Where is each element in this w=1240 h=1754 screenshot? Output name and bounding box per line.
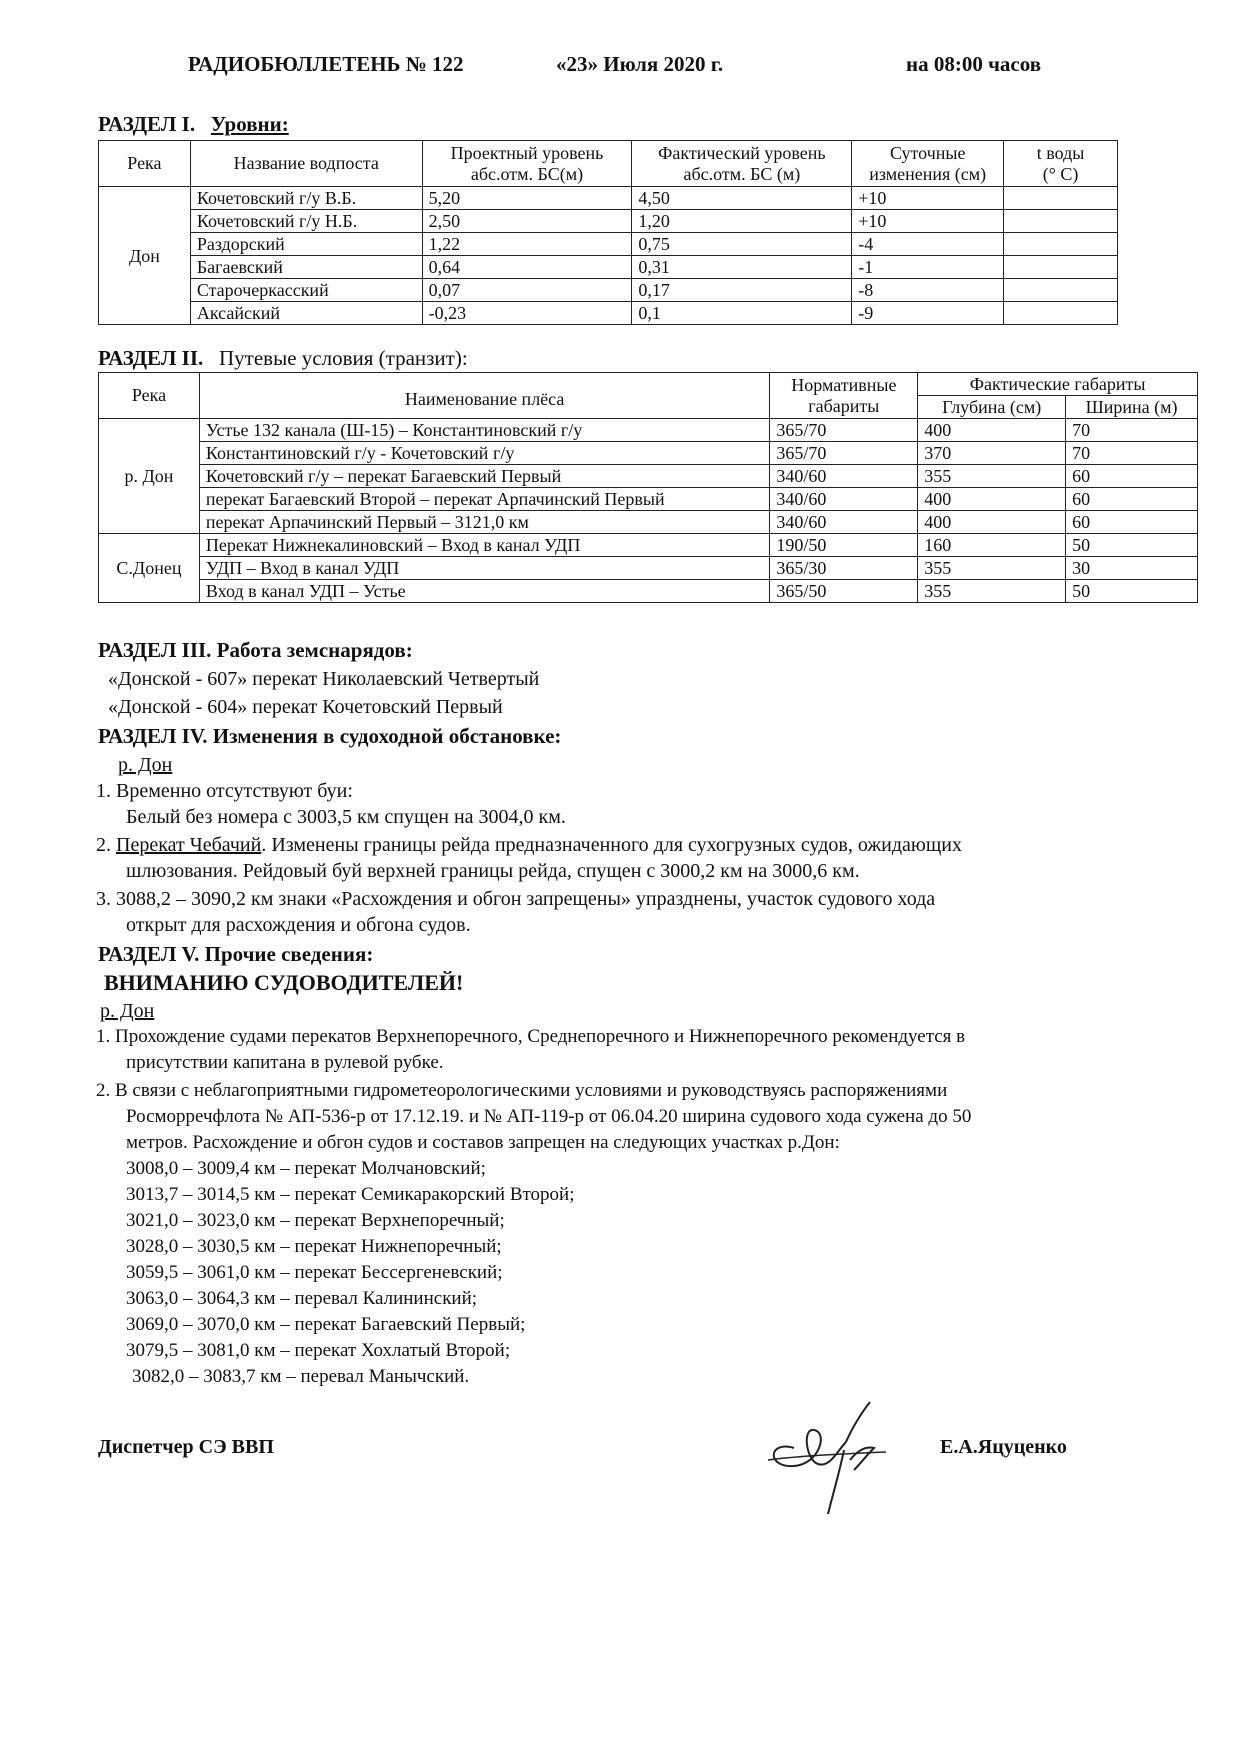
table-row [99, 557, 1198, 580]
post-cell: Кочетовский г/у Н.Б. [190, 210, 422, 233]
table-row [99, 187, 1118, 210]
daily-cell: +10 [852, 187, 1004, 210]
depth-cell: 400 [918, 419, 1066, 442]
list-item: 3013,7 – 3014,5 км – перекат Семикаракорский Второй; [126, 1184, 575, 1205]
temp-cell [1004, 210, 1118, 233]
list-item: 3082,0 – 3083,7 км – перевал Манычский. [132, 1366, 470, 1387]
temp-cell [1004, 233, 1118, 256]
post-cell: Аксайский [190, 302, 422, 325]
list-item: 3069,0 – 3070,0 км – перекат Багаевский Первый; [126, 1314, 526, 1335]
width-cell: 70 [1066, 442, 1198, 465]
depth-cell: 160 [918, 534, 1066, 557]
proj-cell: 0,07 [422, 279, 632, 302]
header-depth: Глубина (см) [918, 396, 1066, 419]
proj-cell: 5,20 [422, 187, 632, 210]
section-3-heading: РАЗДЕЛ III. Работа земснарядов: [98, 638, 413, 662]
table-row [99, 511, 1198, 534]
header-fact: Фактический уровень абс.отм. БС (м) [632, 141, 852, 187]
fact-cell: 0,1 [632, 302, 852, 325]
post-cell: Кочетовский г/у В.Б. [190, 187, 422, 210]
width-cell: 50 [1066, 534, 1198, 557]
norm-cell: 340/60 [770, 465, 918, 488]
width-cell: 30 [1066, 557, 1198, 580]
levels-table [98, 140, 1118, 325]
daily-cell: -8 [852, 279, 1004, 302]
proj-cell: -0,23 [422, 302, 632, 325]
daily-cell: +10 [852, 210, 1004, 233]
section-1-label: РАЗДЕЛ I. [98, 112, 196, 136]
item-text: шлюзования. Рейдовый буй верхней границы рейда, спущен с 3000,2 км на 3000,6 км. [126, 860, 860, 882]
daily-cell: -9 [852, 302, 1004, 325]
table-row [99, 279, 1118, 302]
temp-cell [1004, 302, 1118, 325]
header-reach: Наименование плёса [199, 373, 770, 419]
table-row [99, 465, 1198, 488]
norm-cell: 365/50 [770, 580, 918, 603]
post-cell: Багаевский [190, 256, 422, 279]
bulletin-title: РАДИОБЮЛЛЕТЕНЬ № 122 [188, 52, 464, 76]
reach-cell: Устье 132 канала (Ш-15) – Константиновский г/у [199, 419, 770, 442]
attention-heading: ВНИМАНИЮ СУДОВОДИТЕЛЕЙ! [104, 970, 464, 995]
norm-cell: 340/60 [770, 488, 918, 511]
depth-cell: 400 [918, 488, 1066, 511]
item-highlight: Перекат Чебачий [116, 834, 262, 856]
post-cell: Раздорский [190, 233, 422, 256]
table-row [99, 419, 1198, 442]
header-proj: Проектный уровень абс.отм. БС(м) [422, 141, 632, 187]
temp-cell [1004, 279, 1118, 302]
river-label: р. Дон [118, 754, 173, 776]
item-text: 2. В связи с неблагоприятными гидрометеорологическими условиями и руководствуясь распоряжениями [96, 1080, 948, 1101]
norm-cell: 365/70 [770, 442, 918, 465]
table-row [99, 488, 1198, 511]
item-text: открыт для расхождения и обгона судов. [126, 914, 471, 936]
width-cell: 70 [1066, 419, 1198, 442]
section-2-heading [98, 346, 468, 371]
depth-cell: 355 [918, 580, 1066, 603]
daily-cell: -1 [852, 256, 1004, 279]
item-text: Росморречфлота № АП-536-р от 17.12.19. и № АП-119-р от 06.04.20 ширина судового хода сужена до 50 [126, 1106, 972, 1127]
signer-position: Диспетчер СЭ ВВП [98, 1436, 274, 1458]
temp-cell [1004, 187, 1118, 210]
reach-cell: Кочетовский г/у – перекат Багаевский Первый [199, 465, 770, 488]
bulletin-time: на 08:00 часов [906, 52, 1042, 76]
header-fact: Фактические габариты [918, 373, 1198, 396]
list-item: 3063,0 – 3064,3 км – перевал Калининский; [126, 1288, 478, 1309]
list-item: 3021,0 – 3023,0 км – перекат Верхнепоречный; [126, 1210, 505, 1231]
table-row [99, 210, 1118, 233]
header-temp: t воды (° С) [1004, 141, 1118, 187]
river-label: р. Дон [100, 1000, 155, 1022]
header-river: Река [99, 141, 191, 187]
norm-cell: 190/50 [770, 534, 918, 557]
width-cell: 50 [1066, 580, 1198, 603]
table-row [99, 442, 1198, 465]
header-norm: Нормативные габариты [770, 373, 918, 419]
fact-cell: 4,50 [632, 187, 852, 210]
width-cell: 60 [1066, 511, 1198, 534]
section-2-title: Путевые условия (транзит): [219, 346, 468, 370]
post-cell: Старочеркасский [190, 279, 422, 302]
header-daily: Суточные изменения (см) [852, 141, 1004, 187]
river-cell: р. Дон [99, 419, 200, 534]
header-post: Название водпоста [190, 141, 422, 187]
header-width: Ширина (м) [1066, 396, 1198, 419]
proj-cell: 0,64 [422, 256, 632, 279]
reach-cell: Константиновский г/у - Кочетовский г/у [199, 442, 770, 465]
table-row [99, 302, 1118, 325]
item-text: метров. Расхождение и обгон судов и составов запрещен на следующих участках р.Дон: [126, 1132, 840, 1153]
header-river: Река [99, 373, 200, 419]
section-2-label: РАЗДЕЛ II. [98, 346, 204, 370]
proj-cell: 1,22 [422, 233, 632, 256]
norm-cell: 365/30 [770, 557, 918, 580]
list-item: 3079,5 – 3081,0 км – перекат Хохлатый Второй; [126, 1340, 511, 1361]
river-cell: С.Донец [99, 534, 200, 603]
list-item: 3028,0 – 3030,5 км – перекат Нижнепоречный; [126, 1236, 502, 1257]
table-row [99, 256, 1118, 279]
section-5-heading: РАЗДЕЛ V. Прочие сведения: [98, 942, 374, 966]
river-cell: Дон [99, 187, 191, 325]
depth-cell: 355 [918, 465, 1066, 488]
reach-cell: перекат Арпачинский Первый – 3121,0 км [199, 511, 770, 534]
item-text: Белый без номера с 3003,5 км спущен на 3004,0 км. [126, 806, 566, 828]
depth-cell: 355 [918, 557, 1066, 580]
route-header-row [99, 373, 1198, 396]
item-text: 1. Временно отсутствуют буи: [96, 780, 353, 802]
fact-cell: 0,17 [632, 279, 852, 302]
route-table [98, 372, 1198, 603]
list-item: 3059,5 – 3061,0 км – перекат Бессергеневский; [126, 1262, 503, 1283]
bulletin-date: «23» Июля 2020 г. [556, 52, 724, 76]
table-row [99, 534, 1198, 557]
width-cell: 60 [1066, 488, 1198, 511]
temp-cell [1004, 256, 1118, 279]
norm-cell: 365/70 [770, 419, 918, 442]
table-row [99, 580, 1198, 603]
levels-header-row [99, 141, 1118, 187]
table-row [99, 233, 1118, 256]
item-text: 2. Перекат Чебачий. Изменены границы рейда предназначенного для сухогрузных судов, ожидающих [96, 834, 962, 856]
depth-cell: 370 [918, 442, 1066, 465]
section-1-title: Уровни: [210, 112, 289, 136]
fact-cell: 1,20 [632, 210, 852, 233]
width-cell: 60 [1066, 465, 1198, 488]
dredger-line: «Донской - 607» перекат Николаевский Четвертый [108, 668, 540, 690]
proj-cell: 2,50 [422, 210, 632, 233]
item-text: 1. Прохождение судами перекатов Верхнепоречного, Среднепоречного и Нижнепоречного рекомендуется в [96, 1026, 966, 1047]
section-1-heading [98, 112, 289, 137]
depth-cell: 400 [918, 511, 1066, 534]
fact-cell: 0,31 [632, 256, 852, 279]
reach-cell: перекат Багаевский Второй – перекат Арпачинский Первый [199, 488, 770, 511]
fact-cell: 0,75 [632, 233, 852, 256]
signature-icon [758, 1390, 908, 1520]
list-item: 3008,0 – 3009,4 км – перекат Молчановский; [126, 1158, 486, 1179]
reach-cell: Вход в канал УДП – Устье [199, 580, 770, 603]
norm-cell: 340/60 [770, 511, 918, 534]
signer-name: Е.А.Яцуценко [940, 1436, 1067, 1458]
bulletin-header [188, 52, 1078, 84]
reach-cell: УДП – Вход в канал УДП [199, 557, 770, 580]
item-text: 3. 3088,2 – 3090,2 км знаки «Расхождения и обгон запрещены» упразднены, участок судового хода [96, 888, 936, 910]
dredger-line: «Донской - 604» перекат Кочетовский Первый [108, 696, 503, 718]
section-4-heading: РАЗДЕЛ IV. Изменения в судоходной обстановке: [98, 724, 562, 748]
reach-cell: Перекат Нижнекалиновский – Вход в канал УДП [199, 534, 770, 557]
daily-cell: -4 [852, 233, 1004, 256]
item-text: присутствии капитана в рулевой рубке. [126, 1052, 444, 1073]
